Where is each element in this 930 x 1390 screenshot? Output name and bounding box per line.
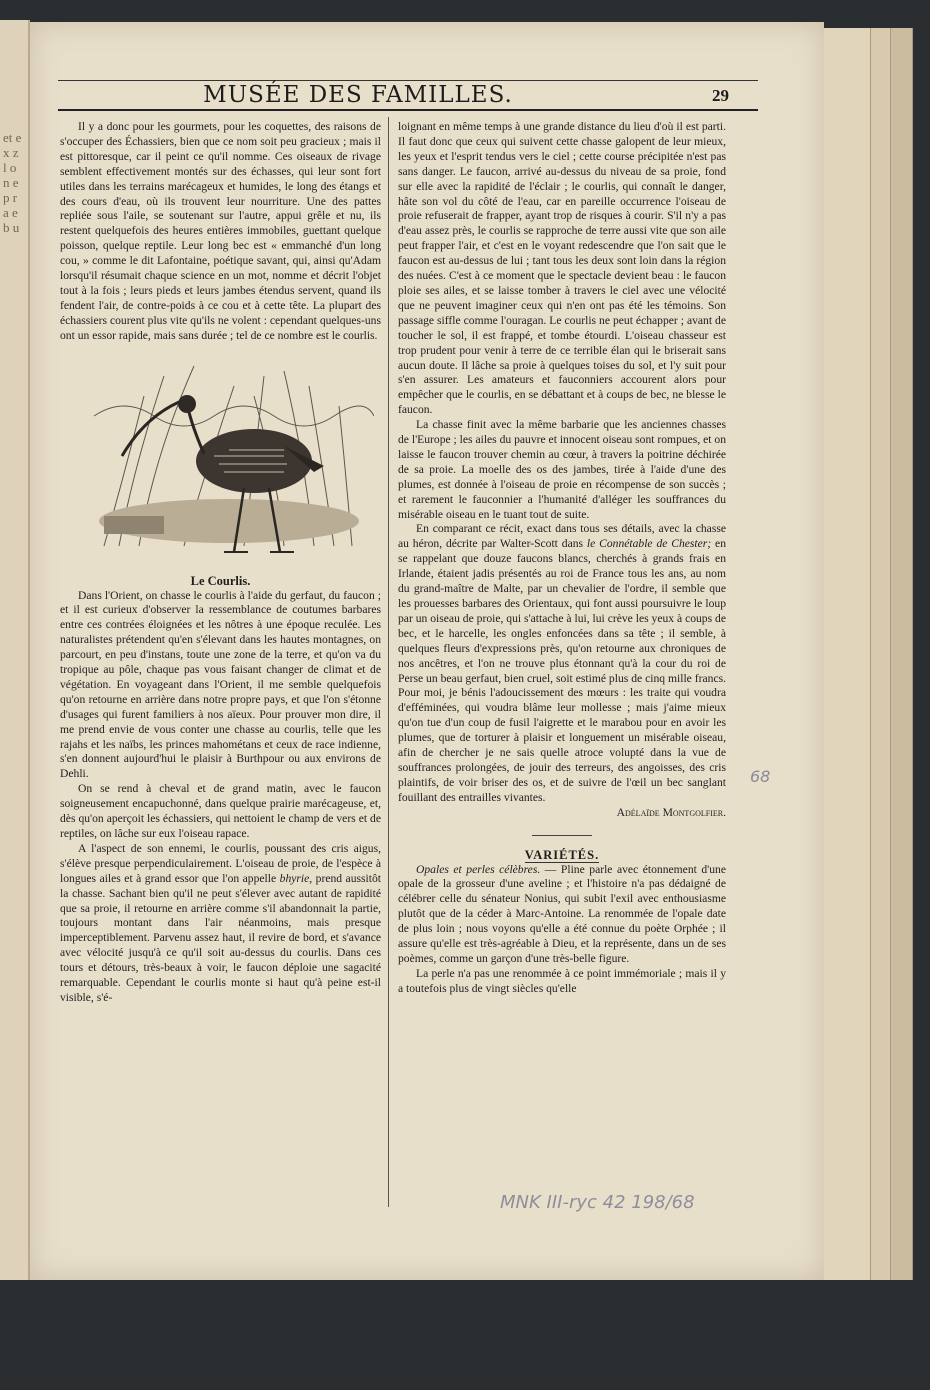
curlew-engraving [84, 356, 374, 574]
author-signature: Adélaïde Montgolfier. [616, 805, 726, 819]
text-run: En comparant ce récit, exact dans tous ses détails, avec la chasse au héron, décrite par Walter-Scott dans [398, 522, 726, 551]
text-run: — Pline parle avec étonnement d'une opale de la grosseur d'une aveline ; et l'histoire n'a pas dédaigné de célébrer celle du sénateur Nonius, qui subit l'exil avec enthousiasme plutôt que de la céder à Marc-Antoine. La renommée de l'opale date de plus loin ; nous voyons qu'elle a été connue du poète Orphée ; il assure qu'elle est très-agréable à Dieu, et la représente, dans un de ses poèmes, comme un garçon d'une très-belle figure. [398, 862, 726, 965]
header-rule [58, 80, 758, 81]
paragraph: loignant en même temps à une grande distance du lieu d'où il est parti. Il faut donc que ceux qui suivent cette chasse galopent de leur mieux, les yeux et l'esprit tendus vers le ciel ; cette course précipitée n'est pas sans danger. Le faucon, arrivé au-dessus du niveau de sa proie, fond sur elle avec la rapidité de l'éclair ; le courlis, qui connaît le danger, hâte son vol du côté de l'eau, car en pareille occurrence l'oiseau de proie refuserait de frapper, ayant trop de risques à courir. S'il n'y a pas d'eau assez près, le courlis se rapproche de terre aussi vite que son aile peut frapper l'air, et c'est en le voyant redescendre que l'on sait que le faucon est au-dessus de lui ; tant tous les deux sont loin dans la région des nuées. C'est à ce moment que le spectacle devient beau : le faucon ploie ses ailes, et se laisse tomber à travers le ciel avec une vélocité que ne peuvent imaginer ceux qui n'en ont pas été les témoins. Son passage siffle comme l'ouragan. Le courlis ne peut échapper ; avant de toucher le sol, il est frappé, et tombe étourdi. L'oiseau chasseur est trop prudent pour venir à terre de ce terrible élan qui le briserait sans aucun doute. Il lâche sa proie à quelques toises du sol, et l'y suit pour s'en assurer. Les amateurs et fauconniers accourent alors pour empêcher que le courlis, en se débattant et à coups de bec, ne blesse le faucon. [398, 120, 726, 417]
italic-title: le Connétable de Chester; [586, 537, 712, 551]
paragraph: La chasse finit avec la même barbarie que les anciennes chasses de l'Europe ; les ailes du pauvre et innocent oiseau sont rompues, et on laisse le faucon trouver chemin au cœur, à travers la poitrine déchirée de sa proie. La moelle des os des jambes, tirée à l'aide d'une des plumes, est donnée à l'oiseau de proie en récompense de son succès ; et rarement le fauconnier a l'humanité d'alléger les souffrances du misérable oiseau en le tuant tout de suite. [398, 418, 726, 521]
italic-term: bhyrie [279, 871, 310, 885]
column-divider [388, 117, 389, 1207]
paragraph: La perle n'a pas une renommée à ce point immémoriale ; mais il y a toutefois plus de vingt siècles qu'elle [398, 966, 726, 995]
text-run: , prend aussitôt la chasse. Sachant bien qu'il ne peut s'élever avec autant de rapidité que sa proie, il retourne en arrière comme s'il abandonnait la partie, toujours montant dans l'air néanmoins, mais presque imperceptiblement. Parvenu assez haut, il revire de bord, et s'avance avec vélocité jusqu'à ce qu'il soit au-dessus du courlis. Dans ces tours et détours, très-beaux à voir, le faucon déploie une sagacité remarquable. Cependant le courlis monte si haut qu'à peine est-il visible, s'é- [60, 871, 381, 1004]
running-title: MUSÉE DES FAMILLES. [203, 82, 513, 108]
paragraph: Dans l'Orient, on chasse le courlis à l'aide du gerfaut, du faucon ; et il est curieux d'observer la ressemblance de coutumes barbares entre ces contrées éloignées et les nôtres à une époque reculée. Les naturalistes prétendent qu'en s'élevant dans les hautes montagnes, on parcourt, en peu d'instans, toute une zone de la terre, et qu'on va du tropique au pôle, chaque pas vous faisant changer de climat et de végétation. En voyageant dans l'Orient, il me semble quelquefois qu'on retourne en arrière dans notre propre pays, et que l'on s'étonne d'usages qui furent familiers à nos aïeux. Pour prouver mon dire, il me prend envie de vous conter une chasse au courlis, telle que les rajahs et les naïbs, les princes mahométans et ceux de race indienne, s'en donnent aujourd'hui le plaisir à Burthpour ou aux environs de Dehli. [60, 588, 381, 781]
pencil-shelfmark: MNK III-ryc 42 198/68 [500, 1192, 695, 1213]
paragraph: On se rend à cheval et de grand matin, avec le faucon soigneusement encapuchonné, dans quelque prairie marécageuse, et, dès qu'on aperçoit les échassiers, qui nettoient le champ de vers et de reptiles, on lâche sur eux l'oiseau rapace. [60, 782, 381, 840]
page-number: 29 [712, 86, 729, 105]
right-column [398, 120, 726, 997]
page-stack-edge [818, 28, 871, 1280]
paragraph [60, 842, 381, 1006]
previous-page-edge [0, 20, 30, 1280]
text-run: A l'aspect de son ennemi, le courlis, poussant des cris aigus, s'élève presque perpendiculairement. L'oiseau de proie, de l'espèce à longues ailes et à grand essor que l'on appelle [60, 841, 381, 885]
text-run: en se rappelant que douze faucons blancs, cherchés à grands frais en Irlande, étaient jadis présentés au roi de France tous les ans, au nom du grand-maître de Malte, par un chevalier de l'ordre, il semble que les prouesses barbares des Orientaux, qui font aussi poursuivre le loup par un oiseau de proie, qui s'attache à lui, lui crève les yeux à coups de bec, et le harcelle, les ongles enfoncées dans sa tête ; il semble, à quelques fleurs d'expressions près, qu'on retourne aux chroniques de nos ancêtres, et l'on ne trouve plus étonnant qu'à la cour du roi de Perse un beau gerfaut, bien cruel, soit estimé plus de cinq mille francs. Pour moi, je bénis l'adoucissement des mœurs : les traite qui voudra d'efféminées, qui voudra blâme leur mollesse ; mais j'aime mieux qu'on tue d'un coup de fusil l'aigrette et le marabou pour en avoir les plumes, que de torturer à plaisir et longuement un misérable oiseau, afin de chercher je ne sais quelle atroce volupté dans la vue de souffrances prolongées, de jouir des terreurs, des angoisses, des cris plaintifs, de voir briser des os, et de suivre de l'œil un bec sanglant fouillant des entrailles vivantes. [398, 537, 726, 804]
paragraph [398, 522, 726, 805]
pencil-margin-number: 68 [750, 767, 771, 786]
italic-heading: Opales et perles célèbres. [416, 862, 541, 876]
previous-page-text: et ex z l o n e p r a e b u [3, 130, 22, 235]
book-page [30, 22, 824, 1280]
figure-caption: Le Courlis. [190, 573, 251, 588]
section-title-text: VARIÉTÉS. [524, 847, 600, 862]
left-column [60, 120, 381, 1006]
paragraph [398, 863, 726, 967]
section-title [398, 848, 726, 863]
section-rule [532, 835, 592, 836]
paragraph: Il y a donc pour les gourmets, pour les coquettes, des raisons de s'occuper des Échassiers, bien que ce nom soit peu gracieux ; mais il est pittoresque, car il peint ce qu'il nomme. Ces oiseaux de rivage semblent effectivement montés sur des échasses, qui leur sont fort utiles dans les terrains marécageux et humides, le long des étangs et des cours d'eau, où ils trouvent leur nourriture. Une des pattes repliée sous l'aile, se soutenant sur l'autre, appui grêle et nu, ils restent quelquefois des heures entières immobiles, guettant quelque poisson, quelque reptile. Leur long bec est « emmanché d'un long cou, » comme le dit Lafontaine, poétique savant, qui, ainsi qu'Adam lorsqu'il résumait chaque science en un mot, nomme et décrit l'objet tout à la fois ; leurs pieds et leurs jambes étendus servent, quand ils fendent l'air, de contre-poids à ce cou et à cette tête. La plupart des échassiers courent plus vite qu'ils ne volent : cependant quelques-uns ont un essor rapide, mais sans durée ; tel de ce nombre est le courlis. [60, 120, 381, 342]
curlew-illustration [84, 356, 374, 574]
header-rule [58, 109, 758, 111]
